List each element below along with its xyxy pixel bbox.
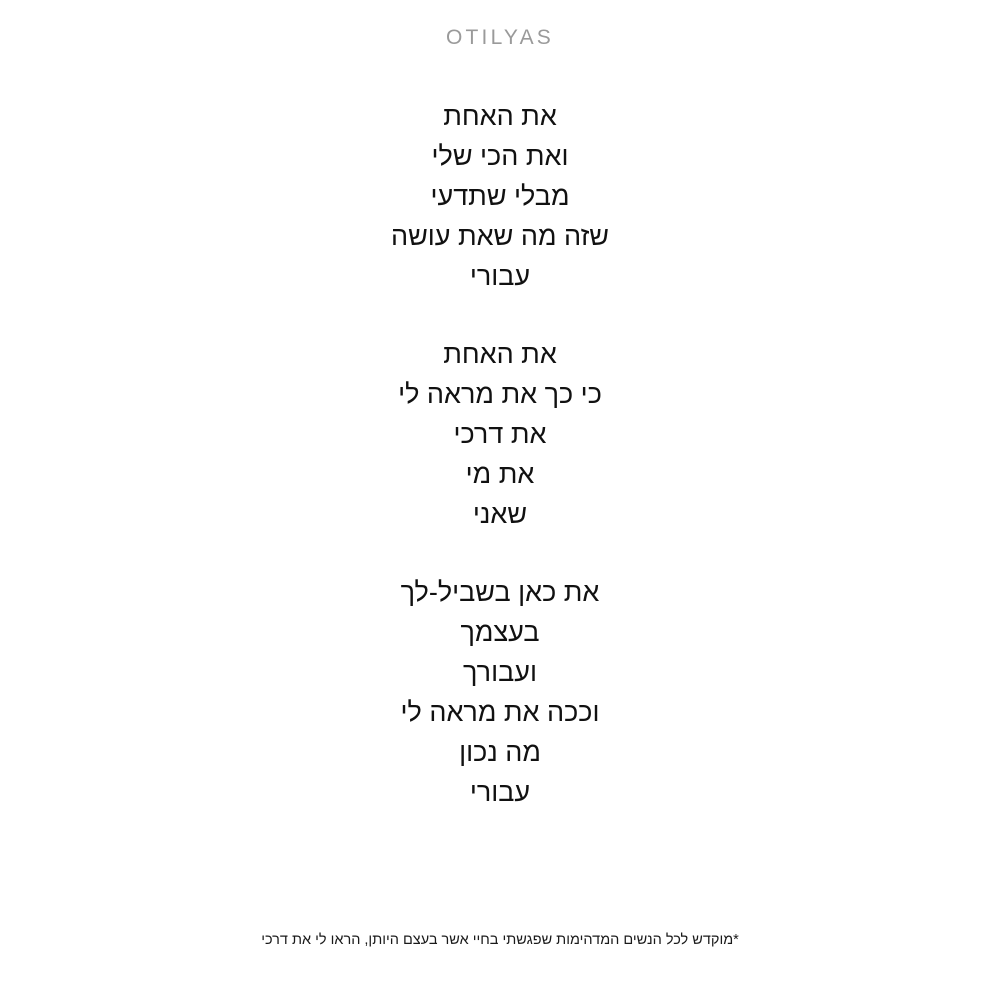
poem-body	[0, 96, 1000, 812]
poem-line: בעצמך	[460, 617, 540, 647]
poem-line: ועבורך	[463, 657, 537, 687]
page-title: OTILYAS	[446, 26, 554, 49]
dedication-footnote: *מוקדש לכל הנשים המדהימות שפגשתי בחיי אשר בעצם היותן, הראו לי את דרכי	[261, 932, 739, 948]
stanza-3	[0, 572, 1000, 812]
poem-line: את דרכי	[453, 419, 547, 449]
poem-line: כי כך את מראה לי	[398, 379, 602, 409]
poem-line: מה נכון	[459, 737, 541, 767]
poem-line: את האחת	[443, 101, 557, 131]
stanza-1	[0, 96, 1000, 296]
poem-line: מבלי שתדעי	[430, 181, 570, 211]
poem-line: ואת הכי שלי	[431, 141, 569, 171]
poem-line: שאני	[472, 499, 528, 529]
poem-line: את מי	[465, 459, 535, 489]
poem-line: את כאן בשביל-לך	[400, 577, 600, 607]
poem-line: עבורי	[469, 777, 531, 807]
poem-line: את האחת	[443, 339, 557, 369]
poem-line: וככה את מראה לי	[400, 697, 600, 727]
stanza-2	[0, 334, 1000, 534]
poem-line: עבורי	[469, 261, 531, 291]
poem-line: שזה מה שאת עושה	[390, 221, 610, 251]
